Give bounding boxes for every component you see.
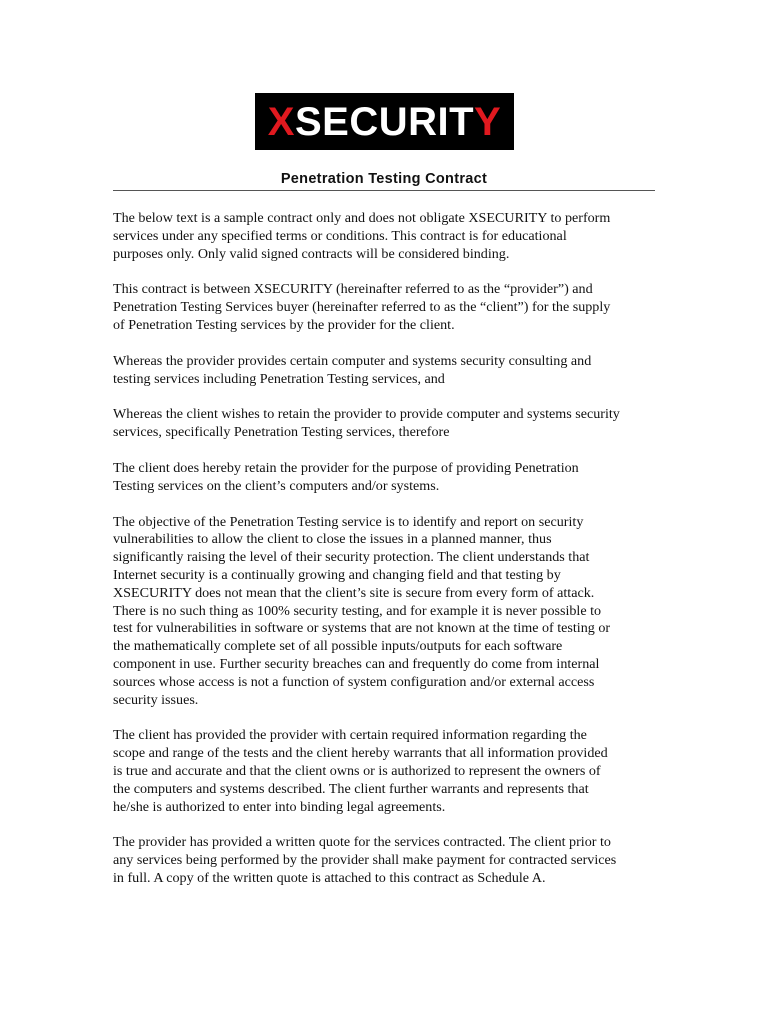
paragraph-whereas-client: Whereas the client wishes to retain the provider to provide computer and systems security services, specifically Penetration Testing services, therefore [113,406,620,441]
logo-letters-securit: SECURIT [294,99,475,144]
xsecurity-logo [255,93,514,150]
paragraph-payment: The provider has provided a written quote for the services contracted. The client prior to any services being performed by the provider shall make payment for contracted services in full. A copy of the written quote is attached to this contract as Schedule A. [113,834,617,886]
paragraph-parties: This contract is between XSECURITY (hereinafter referred to as the “provider”) and Penetration Testing Services buyer (hereinafter referred to as the “client”) for the supply of Penetration Testing services by the provider for the client. [113,281,611,333]
logo-letter-y: Y [474,99,502,144]
contract-body [113,210,658,906]
paragraph-warranties: The client has provided the provider with certain required information regarding the scope and range of the tests and the client hereby warrants that all information provided is true and accurate and that the client owns or is authorized to represent the owners of the computers and systems described. The client further warrants and represents that he/she is authorized to enter into binding legal agreements. [113,727,608,815]
paragraph-objective: The objective of the Penetration Testing service is to identify and report on security vulnerabilities to allow the client to close the issues in a planned manner, thus significantly raising the level of their security protection. The client understands that Internet security is a continually growing and changing field and that testing by XSECURITY does not mean that the client’s site is secure from every form of attack. There is no such thing as 100% security testing, and for example it is never possible to test for vulnerabilities in software or systems that are not known at the time of testing or the mathematically complete set of all possible inputs/outputs for each software component in use. Further security breaches can and frequently do come from internal sources whose access is not a function of system configuration and/or external access security issues. [113,513,611,708]
document-title: Penetration Testing Contract [280,171,488,187]
paragraph-whereas-provider: Whereas the provider provides certain computer and systems security consulting and testing services including Penetration Testing services, and [113,352,592,387]
paragraph-retention: The client does hereby retain the provider for the purpose of providing Penetration Testing services on the client’s computers and/or systems. [113,459,579,494]
title-divider [113,190,655,191]
logo-letter-x: X [267,99,295,144]
paragraph-disclaimer: The below text is a sample contract only and does not obligate XSECURITY to perform services under any specified terms or conditions. This contract is for educational purposes only. Only valid signed contracts will be considered binding. [113,210,611,262]
